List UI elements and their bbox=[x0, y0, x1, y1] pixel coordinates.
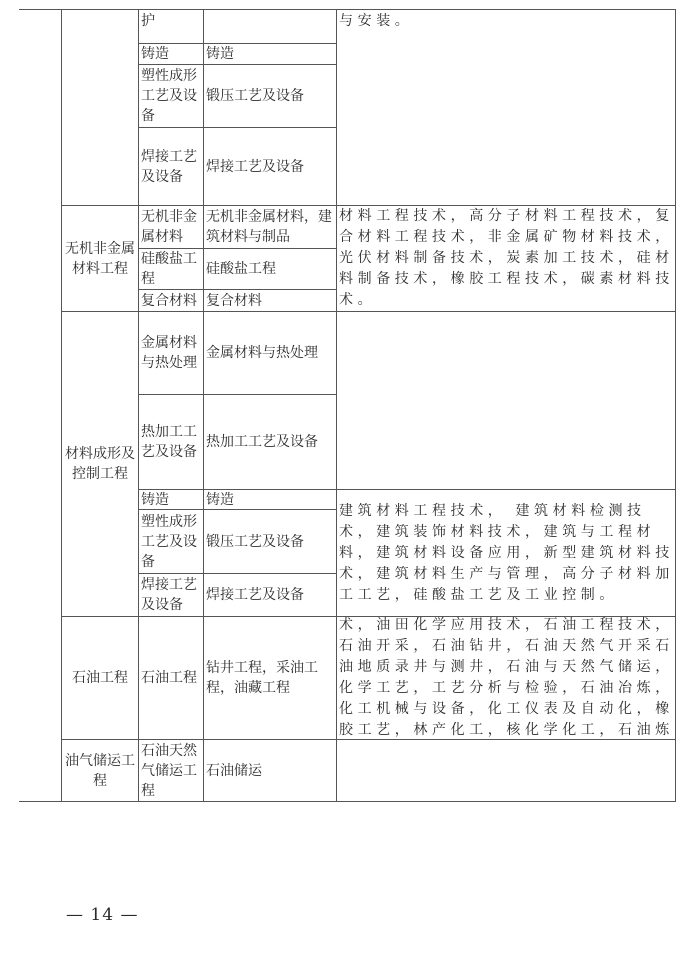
sub-major-cell: 石油工程 bbox=[138, 616, 204, 740]
course-cell: 硅酸盐工程 bbox=[203, 248, 337, 290]
sub-major-cell: 护 bbox=[138, 9, 204, 44]
sub-major-cell: 热加工工艺及设备 bbox=[138, 394, 204, 490]
major-cell bbox=[61, 9, 139, 206]
course-cell: 铸造 bbox=[203, 43, 337, 65]
course-cell: 复合材料 bbox=[203, 289, 337, 312]
sub-major-cell: 塑性成形工艺及设备 bbox=[138, 509, 204, 574]
category-cell bbox=[19, 9, 62, 802]
sub-major-cell: 焊接工艺及设备 bbox=[138, 127, 204, 206]
course-cell: 焊接工艺及设备 bbox=[203, 573, 337, 617]
major-cell: 材料成形及控制工程 bbox=[61, 311, 139, 617]
major-cell: 石油工程 bbox=[61, 616, 139, 740]
page-number: — 14 — bbox=[66, 905, 139, 925]
related-majors-cell bbox=[336, 311, 676, 490]
course-cell: 焊接工艺及设备 bbox=[203, 127, 337, 206]
sub-major-cell: 铸造 bbox=[138, 489, 204, 510]
major-cell: 无机非金属材料工程 bbox=[61, 205, 139, 312]
course-cell: 热加工工艺及设备 bbox=[203, 394, 337, 490]
related-majors-cell: 与安装。 bbox=[336, 9, 676, 206]
course-cell: 无机非金属材料，建筑材料与制品 bbox=[203, 205, 337, 249]
related-majors-cell: 术，油田化学应用技术，石油工程技术，石油开采，石油钻井，石油天然气开采石油地质录井与测井，石油与天然气储运，化学工艺，工艺分析与检验，石油冶炼，化工机械与设备，化工仪表及自动化，橡胶工艺，林产化工，核化学化工，石油炼 bbox=[336, 616, 676, 740]
sub-major-cell: 焊接工艺及设备 bbox=[138, 573, 204, 617]
sub-major-cell: 铸造 bbox=[138, 43, 204, 65]
sub-major-cell: 塑性成形工艺及设备 bbox=[138, 64, 204, 128]
sub-major-cell: 金属材料与热处理 bbox=[138, 311, 204, 395]
related-majors-cell: 材料工程技术，高分子材料工程技术，复合材料工程技术，非金属矿物材料技术，光伏材料制备技术，炭素加工技术，硅材料制备技术，橡胶工程技术，碳素材料技术。 bbox=[336, 205, 676, 312]
related-majors-cell: 建筑材料工程技术， 建筑材料检测技术，建筑装饰材料技术，建筑与工程材料，建筑材料设备应用，新型建筑材料技术，建筑材料生产与管理，高分子材料加工工艺，硅酸盐工艺及工业控制。 bbox=[336, 489, 676, 617]
course-cell: 钻井工程，采油工程，油藏工程 bbox=[203, 616, 337, 740]
course-cell: 锻压工艺及设备 bbox=[203, 64, 337, 128]
related-majors-cell bbox=[336, 739, 676, 802]
sub-major-cell: 无机非金属材料 bbox=[138, 205, 204, 249]
sub-major-cell: 复合材料 bbox=[138, 289, 204, 312]
major-cell: 油气储运工程 bbox=[61, 739, 139, 802]
course-cell: 金属材料与热处理 bbox=[203, 311, 337, 395]
sub-major-cell: 石油天然气储运工程 bbox=[138, 739, 204, 802]
course-cell: 铸造 bbox=[203, 489, 337, 510]
course-cell: 锻压工艺及设备 bbox=[203, 509, 337, 574]
course-cell bbox=[203, 9, 337, 44]
course-cell: 石油储运 bbox=[203, 739, 337, 802]
sub-major-cell: 硅酸盐工程 bbox=[138, 248, 204, 290]
